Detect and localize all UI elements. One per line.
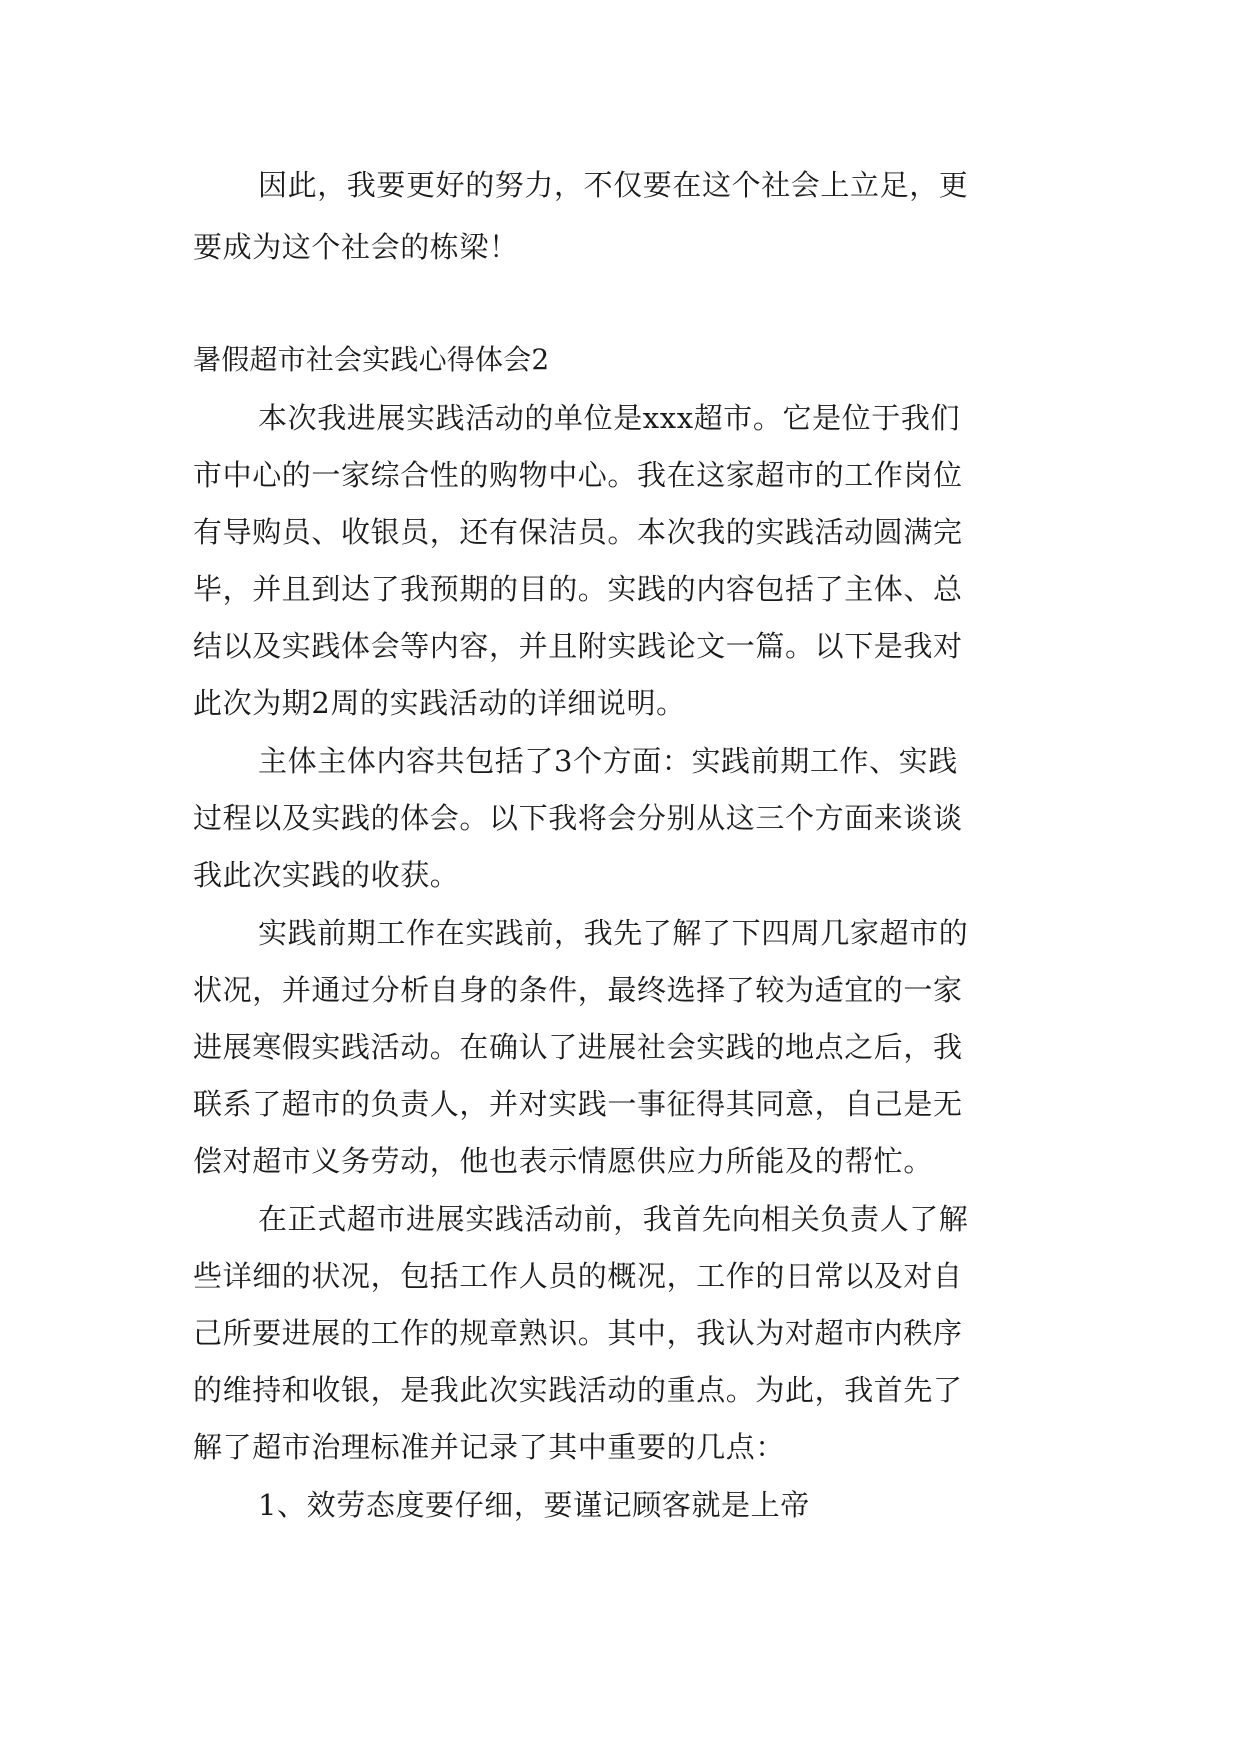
section-title: 暑假超市社会实践心得体会2 xyxy=(193,343,550,376)
paragraph-line: 市中心的一家综合性的购物中心。我在这家超市的工作岗位 xyxy=(193,458,963,492)
paragraph-line: 要成为这个社会的栋梁！ xyxy=(193,230,519,264)
paragraph-line: 的维持和收银，是我此次实践活动的重点。为此，我首先了 xyxy=(193,1373,963,1407)
paragraph-line: 主体主体内容共包括了3个方面：实践前期工作、实践 xyxy=(258,744,958,778)
paragraph-line: 结以及实践体会等内容，并且附实践论文一篇。以下是我对 xyxy=(193,629,963,663)
paragraph-line: 己所要进展的工作的规章熟识。其中，我认为对超市内秩序 xyxy=(193,1316,963,1350)
paragraph-line: 些详细的状况，包括工作人员的概况，工作的日常以及对自 xyxy=(193,1259,963,1293)
paragraph-line: 有导购员、收银员，还有保洁员。本次我的实践活动圆满完 xyxy=(193,515,963,549)
paragraph-line: 进展寒假实践活动。在确认了进展社会实践的地点之后，我 xyxy=(193,1030,963,1064)
list-item: 1、效劳态度要仔细，要谨记顾客就是上帝 xyxy=(258,1488,810,1522)
paragraph-line: 在正式超市进展实践活动前，我首先向相关负责人了解 xyxy=(258,1202,969,1236)
paragraph-line: 偿对超市义务劳动，他也表示情愿供应力所能及的帮忙。 xyxy=(193,1144,934,1178)
paragraph-line: 此次为期2周的实践活动的详细说明。 xyxy=(193,686,686,720)
paragraph-line: 联系了超市的负责人，并对实践一事征得其同意，自己是无 xyxy=(193,1087,963,1121)
paragraph-line: 状况，并通过分析自身的条件，最终选择了较为适宜的一家 xyxy=(193,973,963,1007)
paragraph-line: 过程以及实践的体会。以下我将会分别从这三个方面来谈谈 xyxy=(193,801,963,835)
paragraph-line: 本次我进展实践活动的单位是xxx超市。它是位于我们 xyxy=(258,401,961,435)
paragraph-line: 因此，我要更好的努力，不仅要在这个社会上立足，更 xyxy=(258,168,969,202)
paragraph-line: 毕，并且到达了我预期的目的。实践的内容包括了主体、总 xyxy=(193,572,963,606)
paragraph-line: 实践前期工作在实践前，我先了解了下四周几家超市的 xyxy=(258,916,969,950)
paragraph-line: 我此次实践的收获。 xyxy=(193,858,460,892)
paragraph-line: 解了超市治理标准并记录了其中重要的几点： xyxy=(193,1430,786,1464)
